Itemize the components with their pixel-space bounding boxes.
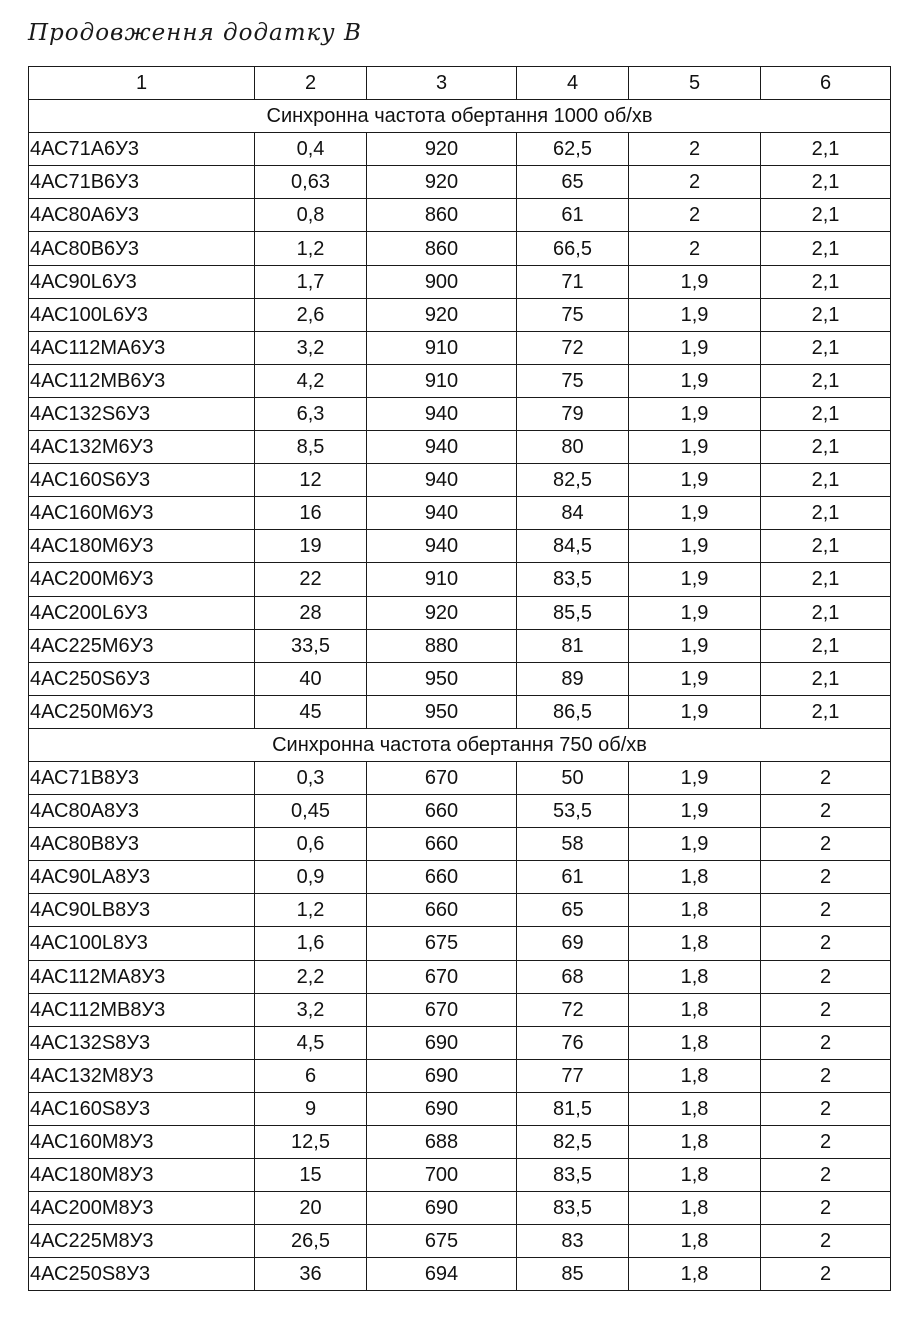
value-cell-col-3: 950: [367, 662, 517, 695]
value-cell-col-2: 1,2: [255, 232, 367, 265]
table-row: [29, 464, 891, 497]
value-cell-col-6: 2: [761, 1026, 891, 1059]
value-cell-col-3: 950: [367, 695, 517, 728]
value-cell-col-4: 65: [517, 166, 629, 199]
table-row: [29, 1258, 891, 1291]
table-row: [29, 397, 891, 430]
motor-type-cell: 4АС90L6У3: [29, 265, 255, 298]
value-cell-col-5: 1,9: [629, 364, 761, 397]
value-cell-col-4: 81,5: [517, 1092, 629, 1125]
value-cell-col-2: 4,2: [255, 364, 367, 397]
value-cell-col-4: 85: [517, 1258, 629, 1291]
motor-type-cell: 4АС180М6У3: [29, 530, 255, 563]
value-cell-col-5: 2: [629, 232, 761, 265]
value-cell-col-4: 86,5: [517, 695, 629, 728]
motor-data-table: [28, 66, 891, 1291]
value-cell-col-2: 1,6: [255, 927, 367, 960]
value-cell-col-2: 22: [255, 563, 367, 596]
value-cell-col-6: 2: [761, 1059, 891, 1092]
value-cell-col-4: 84: [517, 497, 629, 530]
value-cell-col-4: 69: [517, 927, 629, 960]
value-cell-col-5: 1,8: [629, 1026, 761, 1059]
value-cell-col-5: 1,9: [629, 596, 761, 629]
table-row: [29, 530, 891, 563]
value-cell-col-5: 1,8: [629, 1092, 761, 1125]
value-cell-col-3: 880: [367, 629, 517, 662]
motor-type-cell: 4АС100L8У3: [29, 927, 255, 960]
value-cell-col-5: 1,8: [629, 1225, 761, 1258]
motor-type-cell: 4АС200М6У3: [29, 563, 255, 596]
page-title: Продовження додатку В: [28, 20, 362, 46]
table-row: [29, 695, 891, 728]
value-cell-col-3: 860: [367, 232, 517, 265]
motor-type-cell: 4АС71В8У3: [29, 761, 255, 794]
motor-type-cell: 4АС250S6У3: [29, 662, 255, 695]
table-row: [29, 828, 891, 861]
table-row: [29, 761, 891, 794]
value-cell-col-5: 1,9: [629, 795, 761, 828]
value-cell-col-2: 36: [255, 1258, 367, 1291]
table-row: [29, 364, 891, 397]
value-cell-col-6: 2: [761, 761, 891, 794]
value-cell-col-3: 675: [367, 1225, 517, 1258]
table-row: [29, 1192, 891, 1225]
value-cell-col-2: 19: [255, 530, 367, 563]
value-cell-col-3: 860: [367, 199, 517, 232]
table-row: [29, 133, 891, 166]
motor-type-cell: 4АС250М6У3: [29, 695, 255, 728]
value-cell-col-6: 2,1: [761, 464, 891, 497]
motor-type-cell: 4АС250S8У3: [29, 1258, 255, 1291]
value-cell-col-6: 2,1: [761, 298, 891, 331]
table-row: [29, 629, 891, 662]
value-cell-col-4: 61: [517, 199, 629, 232]
value-cell-col-6: 2,1: [761, 166, 891, 199]
motor-type-cell: 4АС160S8У3: [29, 1092, 255, 1125]
section-label: Синхронна частота обертання 1000 об/хв: [29, 100, 891, 133]
value-cell-col-4: 61: [517, 861, 629, 894]
value-cell-col-2: 4,5: [255, 1026, 367, 1059]
value-cell-col-4: 84,5: [517, 530, 629, 563]
motor-type-cell: 4АС80В8У3: [29, 828, 255, 861]
motor-type-cell: 4АС180М8У3: [29, 1159, 255, 1192]
value-cell-col-2: 9: [255, 1092, 367, 1125]
value-cell-col-2: 1,2: [255, 894, 367, 927]
motor-type-cell: 4АС80В6У3: [29, 232, 255, 265]
header-row: [29, 67, 891, 100]
column-header: 5: [629, 67, 761, 100]
value-cell-col-4: 81: [517, 629, 629, 662]
value-cell-col-2: 33,5: [255, 629, 367, 662]
table-row: [29, 199, 891, 232]
motor-type-cell: 4АС225М8У3: [29, 1225, 255, 1258]
motor-type-cell: 4АС80А8У3: [29, 795, 255, 828]
value-cell-col-2: 45: [255, 695, 367, 728]
value-cell-col-4: 58: [517, 828, 629, 861]
value-cell-col-6: 2,1: [761, 695, 891, 728]
value-cell-col-6: 2,1: [761, 497, 891, 530]
column-header: 3: [367, 67, 517, 100]
value-cell-col-3: 670: [367, 761, 517, 794]
value-cell-col-3: 910: [367, 563, 517, 596]
value-cell-col-6: 2: [761, 927, 891, 960]
value-cell-col-3: 660: [367, 894, 517, 927]
value-cell-col-3: 920: [367, 166, 517, 199]
value-cell-col-4: 79: [517, 397, 629, 430]
value-cell-col-6: 2,1: [761, 397, 891, 430]
value-cell-col-6: 2: [761, 960, 891, 993]
value-cell-col-6: 2: [761, 1192, 891, 1225]
value-cell-col-5: 1,8: [629, 960, 761, 993]
value-cell-col-6: 2,1: [761, 596, 891, 629]
value-cell-col-3: 900: [367, 265, 517, 298]
value-cell-col-2: 1,7: [255, 265, 367, 298]
value-cell-col-5: 1,9: [629, 530, 761, 563]
value-cell-col-2: 8,5: [255, 431, 367, 464]
value-cell-col-4: 83: [517, 1225, 629, 1258]
value-cell-col-4: 72: [517, 331, 629, 364]
value-cell-col-6: 2,1: [761, 364, 891, 397]
value-cell-col-2: 0,4: [255, 133, 367, 166]
motor-type-cell: 4АС112МА6У3: [29, 331, 255, 364]
motor-type-cell: 4АС132М6У3: [29, 431, 255, 464]
value-cell-col-5: 1,9: [629, 265, 761, 298]
motor-type-cell: 4АС160М8У3: [29, 1126, 255, 1159]
motor-type-cell: 4АС200М8У3: [29, 1192, 255, 1225]
value-cell-col-4: 89: [517, 662, 629, 695]
value-cell-col-4: 65: [517, 894, 629, 927]
value-cell-col-6: 2,1: [761, 331, 891, 364]
column-header: 6: [761, 67, 891, 100]
value-cell-col-5: 1,8: [629, 1126, 761, 1159]
value-cell-col-2: 12: [255, 464, 367, 497]
value-cell-col-6: 2: [761, 993, 891, 1026]
value-cell-col-3: 920: [367, 596, 517, 629]
value-cell-col-4: 72: [517, 993, 629, 1026]
value-cell-col-4: 76: [517, 1026, 629, 1059]
value-cell-col-5: 1,9: [629, 662, 761, 695]
value-cell-col-2: 0,63: [255, 166, 367, 199]
value-cell-col-2: 16: [255, 497, 367, 530]
value-cell-col-2: 0,45: [255, 795, 367, 828]
section-header-row: [29, 728, 891, 761]
value-cell-col-5: 1,9: [629, 761, 761, 794]
motor-type-cell: 4АС160S6У3: [29, 464, 255, 497]
value-cell-col-4: 82,5: [517, 1126, 629, 1159]
table-row: [29, 331, 891, 364]
value-cell-col-2: 12,5: [255, 1126, 367, 1159]
table-row: [29, 166, 891, 199]
value-cell-col-3: 940: [367, 397, 517, 430]
value-cell-col-4: 75: [517, 298, 629, 331]
section-header-row: [29, 100, 891, 133]
section-label: Синхронна частота обертання 750 об/хв: [29, 728, 891, 761]
value-cell-col-3: 660: [367, 861, 517, 894]
value-cell-col-6: 2: [761, 894, 891, 927]
value-cell-col-3: 940: [367, 530, 517, 563]
column-header: 1: [29, 67, 255, 100]
value-cell-col-2: 6: [255, 1059, 367, 1092]
value-cell-col-2: 0,8: [255, 199, 367, 232]
value-cell-col-5: 1,8: [629, 1258, 761, 1291]
value-cell-col-3: 660: [367, 795, 517, 828]
value-cell-col-2: 15: [255, 1159, 367, 1192]
value-cell-col-6: 2,1: [761, 232, 891, 265]
table-row: [29, 497, 891, 530]
value-cell-col-6: 2,1: [761, 199, 891, 232]
value-cell-col-3: 940: [367, 464, 517, 497]
value-cell-col-4: 80: [517, 431, 629, 464]
motor-type-cell: 4АС112МА8У3: [29, 960, 255, 993]
motor-type-cell: 4АС225М6У3: [29, 629, 255, 662]
value-cell-col-5: 1,8: [629, 1192, 761, 1225]
value-cell-col-3: 940: [367, 431, 517, 464]
value-cell-col-4: 83,5: [517, 1159, 629, 1192]
value-cell-col-5: 1,9: [629, 828, 761, 861]
value-cell-col-6: 2: [761, 1225, 891, 1258]
value-cell-col-6: 2,1: [761, 530, 891, 563]
value-cell-col-6: 2: [761, 1258, 891, 1291]
value-cell-col-6: 2,1: [761, 133, 891, 166]
table-row: [29, 1159, 891, 1192]
table-row: [29, 265, 891, 298]
value-cell-col-5: 1,9: [629, 497, 761, 530]
value-cell-col-5: 2: [629, 133, 761, 166]
value-cell-col-6: 2: [761, 828, 891, 861]
value-cell-col-5: 1,9: [629, 431, 761, 464]
table-row: [29, 596, 891, 629]
value-cell-col-4: 53,5: [517, 795, 629, 828]
motor-type-cell: 4АС132S8У3: [29, 1026, 255, 1059]
table-row: [29, 1225, 891, 1258]
value-cell-col-5: 1,8: [629, 927, 761, 960]
value-cell-col-4: 68: [517, 960, 629, 993]
value-cell-col-6: 2,1: [761, 265, 891, 298]
value-cell-col-5: 1,8: [629, 1159, 761, 1192]
motor-type-cell: 4АС112МВ6У3: [29, 364, 255, 397]
table-body: [29, 67, 891, 1291]
value-cell-col-2: 28: [255, 596, 367, 629]
value-cell-col-5: 1,8: [629, 894, 761, 927]
table-row: [29, 563, 891, 596]
value-cell-col-3: 694: [367, 1258, 517, 1291]
value-cell-col-6: 2,1: [761, 662, 891, 695]
value-cell-col-4: 82,5: [517, 464, 629, 497]
table-row: [29, 894, 891, 927]
value-cell-col-5: 1,9: [629, 464, 761, 497]
value-cell-col-4: 75: [517, 364, 629, 397]
value-cell-col-4: 83,5: [517, 563, 629, 596]
value-cell-col-4: 83,5: [517, 1192, 629, 1225]
motor-type-cell: 4АС80А6У3: [29, 199, 255, 232]
value-cell-col-5: 1,9: [629, 298, 761, 331]
value-cell-col-2: 0,6: [255, 828, 367, 861]
value-cell-col-3: 690: [367, 1092, 517, 1125]
value-cell-col-4: 71: [517, 265, 629, 298]
value-cell-col-3: 910: [367, 364, 517, 397]
value-cell-col-6: 2,1: [761, 563, 891, 596]
column-header: 4: [517, 67, 629, 100]
value-cell-col-4: 77: [517, 1059, 629, 1092]
motor-type-cell: 4АС90LВ8У3: [29, 894, 255, 927]
value-cell-col-5: 1,9: [629, 397, 761, 430]
motor-type-cell: 4АС100L6У3: [29, 298, 255, 331]
value-cell-col-5: 1,9: [629, 695, 761, 728]
table-row: [29, 1092, 891, 1125]
table-row: [29, 1026, 891, 1059]
value-cell-col-3: 910: [367, 331, 517, 364]
value-cell-col-5: 2: [629, 166, 761, 199]
table-row: [29, 960, 891, 993]
table-row: [29, 795, 891, 828]
value-cell-col-3: 940: [367, 497, 517, 530]
value-cell-col-3: 690: [367, 1059, 517, 1092]
value-cell-col-5: 1,8: [629, 1059, 761, 1092]
value-cell-col-2: 6,3: [255, 397, 367, 430]
motor-type-cell: 4АС90LА8У3: [29, 861, 255, 894]
value-cell-col-3: 670: [367, 993, 517, 1026]
motor-type-cell: 4АС112МВ8У3: [29, 993, 255, 1026]
motor-type-cell: 4АС132S6У3: [29, 397, 255, 430]
value-cell-col-2: 3,2: [255, 993, 367, 1026]
value-cell-col-3: 690: [367, 1026, 517, 1059]
value-cell-col-3: 920: [367, 298, 517, 331]
value-cell-col-4: 50: [517, 761, 629, 794]
table-row: [29, 1059, 891, 1092]
value-cell-col-6: 2,1: [761, 629, 891, 662]
value-cell-col-3: 688: [367, 1126, 517, 1159]
table-row: [29, 861, 891, 894]
value-cell-col-3: 690: [367, 1192, 517, 1225]
value-cell-col-3: 920: [367, 133, 517, 166]
motor-type-cell: 4АС71В6У3: [29, 166, 255, 199]
value-cell-col-2: 2,6: [255, 298, 367, 331]
value-cell-col-5: 1,8: [629, 861, 761, 894]
value-cell-col-6: 2: [761, 1092, 891, 1125]
table-row: [29, 431, 891, 464]
value-cell-col-2: 40: [255, 662, 367, 695]
value-cell-col-2: 0,9: [255, 861, 367, 894]
table-row: [29, 1126, 891, 1159]
value-cell-col-6: 2: [761, 1126, 891, 1159]
value-cell-col-4: 85,5: [517, 596, 629, 629]
value-cell-col-4: 62,5: [517, 133, 629, 166]
motor-type-cell: 4АС71А6У3: [29, 133, 255, 166]
table-row: [29, 927, 891, 960]
motor-type-cell: 4АС132М8У3: [29, 1059, 255, 1092]
value-cell-col-6: 2,1: [761, 431, 891, 464]
table-row: [29, 993, 891, 1026]
value-cell-col-3: 700: [367, 1159, 517, 1192]
column-header: 2: [255, 67, 367, 100]
table-row: [29, 662, 891, 695]
value-cell-col-6: 2: [761, 795, 891, 828]
value-cell-col-2: 0,3: [255, 761, 367, 794]
value-cell-col-2: 2,2: [255, 960, 367, 993]
value-cell-col-4: 66,5: [517, 232, 629, 265]
value-cell-col-5: 1,9: [629, 563, 761, 596]
value-cell-col-6: 2: [761, 861, 891, 894]
value-cell-col-2: 26,5: [255, 1225, 367, 1258]
value-cell-col-3: 670: [367, 960, 517, 993]
value-cell-col-3: 675: [367, 927, 517, 960]
value-cell-col-3: 660: [367, 828, 517, 861]
table-row: [29, 232, 891, 265]
value-cell-col-2: 20: [255, 1192, 367, 1225]
table-row: [29, 298, 891, 331]
value-cell-col-5: 1,9: [629, 331, 761, 364]
value-cell-col-5: 2: [629, 199, 761, 232]
motor-type-cell: 4АС160М6У3: [29, 497, 255, 530]
value-cell-col-6: 2: [761, 1159, 891, 1192]
value-cell-col-5: 1,9: [629, 629, 761, 662]
value-cell-col-2: 3,2: [255, 331, 367, 364]
motor-type-cell: 4АС200L6У3: [29, 596, 255, 629]
value-cell-col-5: 1,8: [629, 993, 761, 1026]
